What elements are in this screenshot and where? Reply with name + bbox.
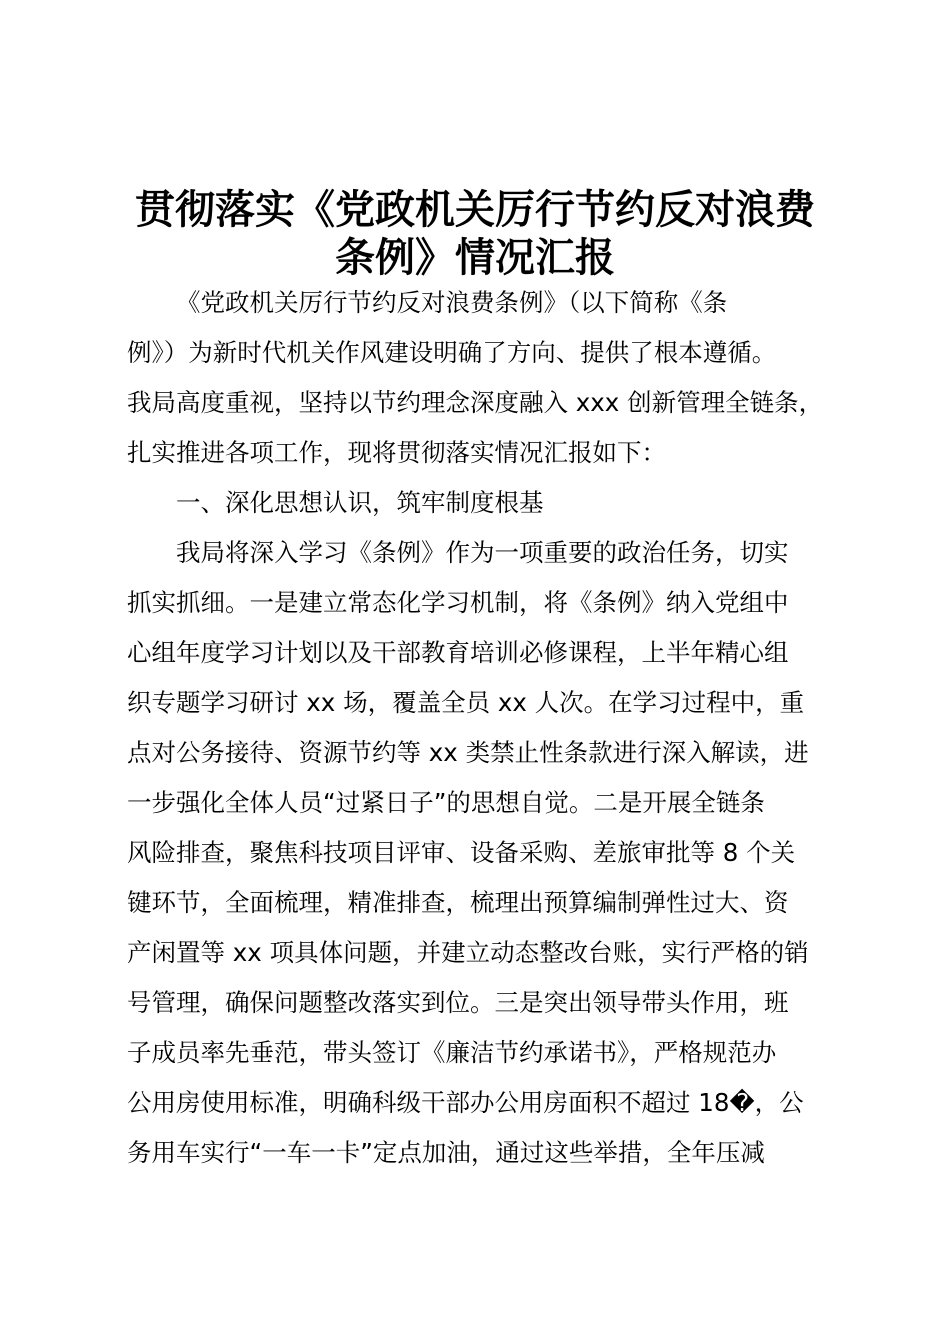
paragraph-line: 号管理，确保问题整改落实到位。三是突出领导带头作用，班 <box>127 988 789 1017</box>
paragraph-line: 《党政机关厉行节约反对浪费条例》（以下简称《条 <box>176 288 728 317</box>
paragraph-line: 扎实推进各项工作，现将贯彻落实情况汇报如下： <box>127 438 666 467</box>
paragraph-line: 我局将深入学习《条例》作为一项重要的政治任务，切实 <box>176 538 789 567</box>
paragraph-line: 风险排查，聚焦科技项目评审、设备采购、差旅审批等 8 个关 <box>127 838 796 867</box>
paragraph-line: 织专题学习研讨 xx 场，覆盖全员 xx 人次。在学习过程中，重 <box>127 688 805 717</box>
paragraph-line: 子成员率先垂范，带头签订《廉洁节约承诺书》，严格规范办 <box>127 1038 777 1067</box>
paragraph-line: 一步强化全体人员“过紧日子”的思想自觉。二是开展全链条 <box>127 788 765 817</box>
section-heading: 一、深化思想认识，筑牢制度根基 <box>176 488 544 517</box>
paragraph-line: 心组年度学习计划以及干部教育培训必修课程，上半年精心组 <box>127 638 789 667</box>
paragraph-line: 点对公务接待、资源节约等 xx 类禁止性条款进行深入解读，进 <box>127 738 809 767</box>
paragraph-line: 公用房使用标准，明确科级干部办公用房面积不超过 18�，公 <box>127 1088 804 1117</box>
paragraph-line: 务用车实行“一车一卡”定点加油，通过这些举措，全年压减 <box>127 1138 765 1167</box>
document-title-line-2: 条例》情况汇报 <box>335 235 615 281</box>
document-title-line-1: 贯彻落实《党政机关厉行节约反对浪费 <box>135 187 815 233</box>
paragraph-line: 键环节，全面梳理，精准排查，梳理出预算编制弹性过大、资 <box>127 888 789 917</box>
paragraph-line: 抓实抓细。一是建立常态化学习机制，将《条例》纳入党组中 <box>127 588 789 617</box>
paragraph-line: 产闲置等 xx 项具体问题，并建立动态整改台账，实行严格的销 <box>127 938 809 967</box>
paragraph-line: 例》）为新时代机关作风建设明确了方向、提供了根本遵循。 <box>127 338 777 367</box>
paragraph-line: 我局高度重视，坚持以节约理念深度融入 xxx 创新管理全链条， <box>127 388 824 417</box>
